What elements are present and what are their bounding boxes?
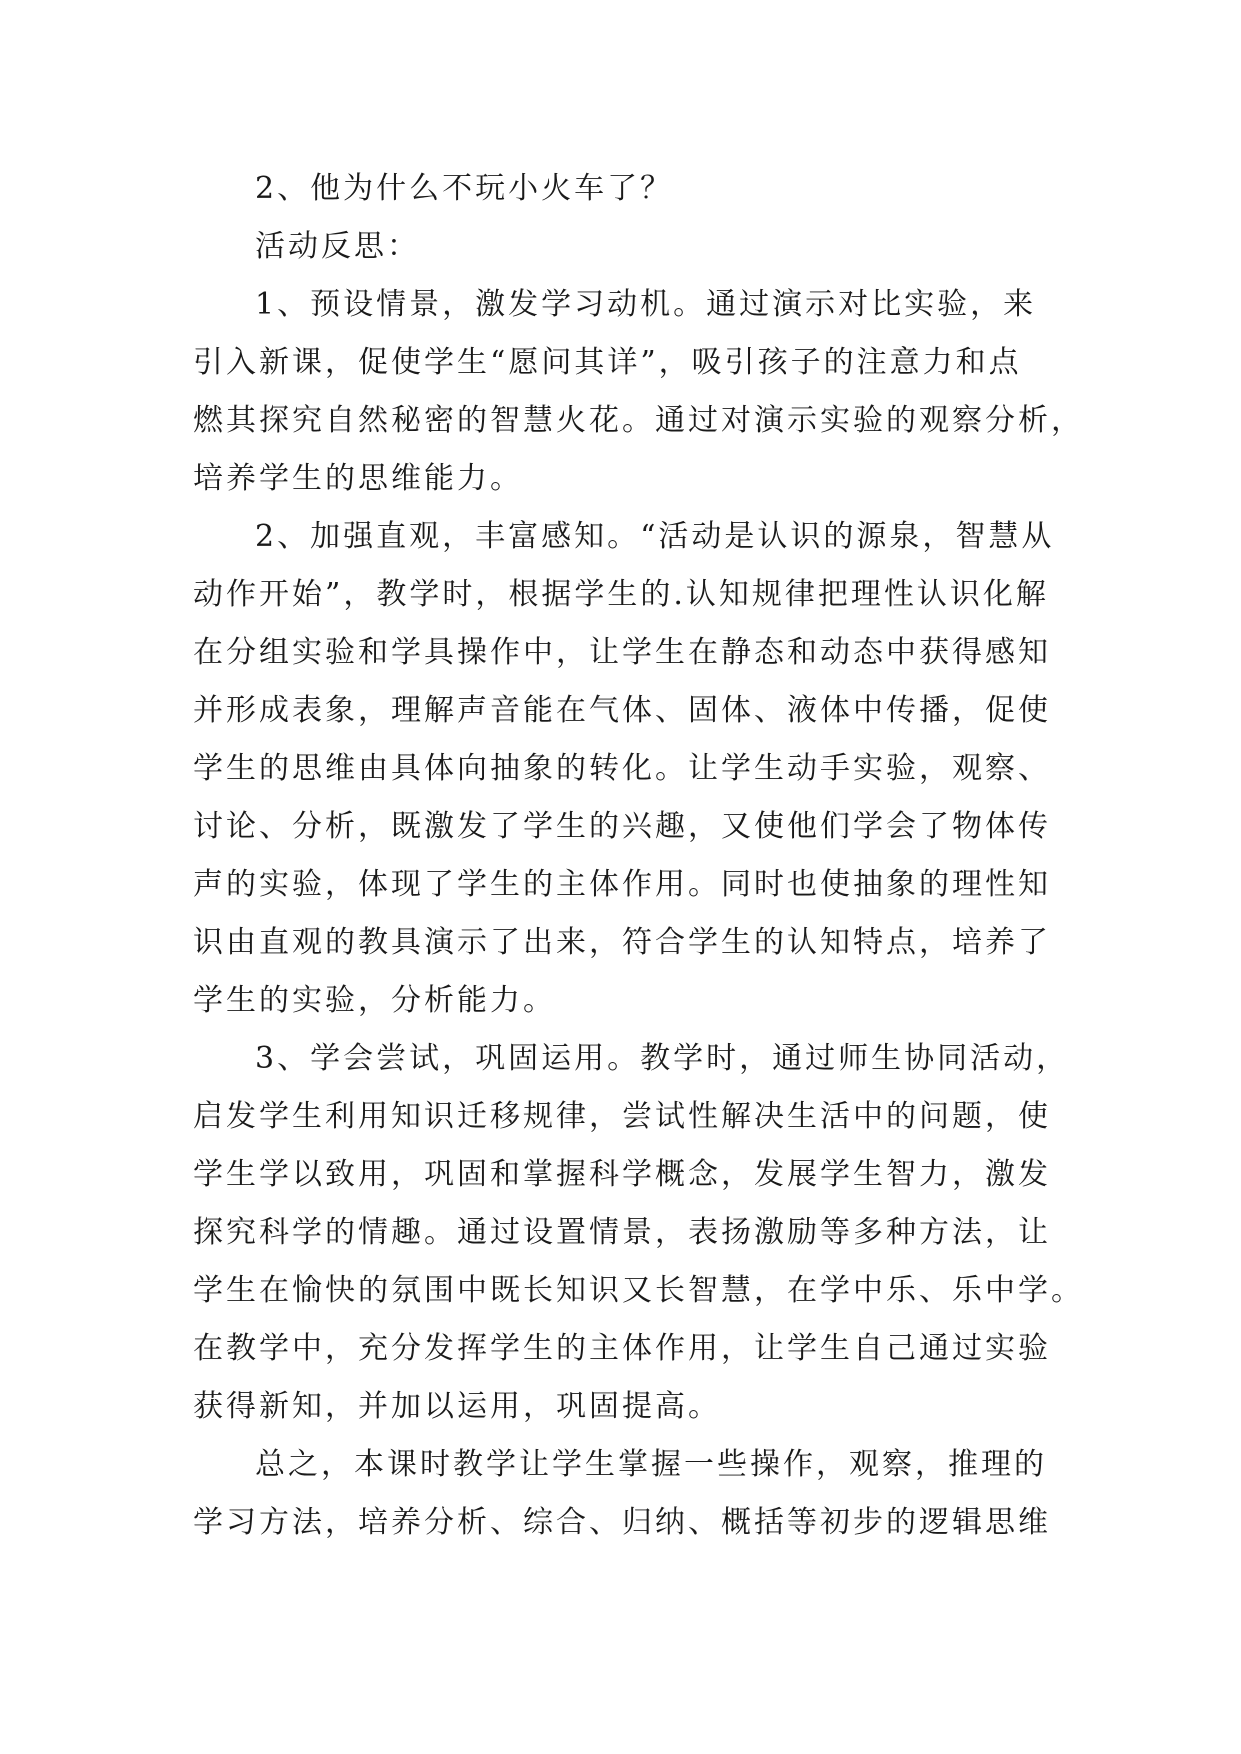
paragraph-line: 启发学生利用知识迁移规律，尝试性解决生活中的问题，使 bbox=[193, 1099, 1051, 1134]
paragraph-line: 声的实验，体现了学生的主体作用。同时也使抽象的理性知 bbox=[193, 867, 1051, 902]
paragraph-line: 引入新课，促使学生“愿问其详”，吸引孩子的注意力和点 bbox=[193, 345, 1022, 380]
section-heading-activity-reflection: 活动反思： bbox=[255, 229, 420, 264]
paragraph-line: 学生在愉快的氛围中既长知识又长智慧，在学中乐、乐中学。 bbox=[193, 1273, 1084, 1308]
paragraph-line: 在教学中，充分发挥学生的主体作用，让学生自己通过实验 bbox=[193, 1331, 1051, 1366]
paragraph-line: 识由直观的教具演示了出来，符合学生的认知特点，培养了 bbox=[193, 925, 1051, 960]
paragraph-line: 学生的思维由具体向抽象的转化。让学生动手实验，观察、 bbox=[193, 751, 1051, 786]
document-body bbox=[193, 160, 1084, 1552]
paragraph-line: 1、预设情景，激发学习动机。通过演示对比实验，来 bbox=[255, 287, 1037, 322]
paragraph-line: 总之，本课时教学让学生掌握一些操作，观察，推理的 bbox=[255, 1447, 1047, 1482]
paragraph-line: 2、加强直观，丰富感知。“活动是认识的源泉，智慧从 bbox=[255, 519, 1055, 554]
paragraph-line: 3、学会尝试，巩固运用。教学时，通过师生协同活动， bbox=[255, 1041, 1070, 1076]
paragraph-line: 学生的实验，分析能力。 bbox=[193, 983, 556, 1018]
paragraph-line: 燃其探究自然秘密的智慧火花。通过对演示实验的观察分析， bbox=[193, 403, 1084, 438]
paragraph-line: 探究科学的情趣。通过设置情景，表扬激励等多种方法，让 bbox=[193, 1215, 1051, 1250]
paragraph-line: 讨论、分析，既激发了学生的兴趣，又使他们学会了物体传 bbox=[193, 809, 1051, 844]
paragraph-line: 学习方法，培养分析、综合、归纳、概括等初步的逻辑思维 bbox=[193, 1505, 1051, 1540]
paragraph-line: 学生学以致用，巩固和掌握科学概念，发展学生智力，激发 bbox=[193, 1157, 1051, 1192]
paragraph-line: 在分组实验和学具操作中，让学生在静态和动态中获得感知 bbox=[193, 635, 1051, 670]
paragraph-line-question-2: 2、他为什么不玩小火车了？ bbox=[255, 171, 674, 206]
paragraph-line: 获得新知，并加以运用，巩固提高。 bbox=[193, 1389, 721, 1424]
paragraph-line: 并形成表象，理解声音能在气体、固体、液体中传播，促使 bbox=[193, 693, 1051, 728]
paragraph-line: 动作开始”，教学时，根据学生的.认知规律把理性认识化解 bbox=[193, 577, 1049, 612]
paragraph-line: 培养学生的思维能力。 bbox=[193, 461, 523, 496]
